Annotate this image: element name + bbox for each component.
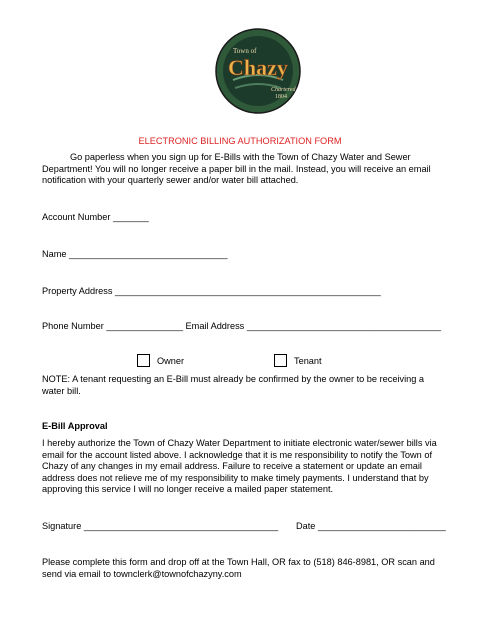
owner-checkbox[interactable] bbox=[137, 354, 150, 367]
phone-email-field[interactable]: Phone Number _______________ Email Address ______________________________________ bbox=[42, 321, 441, 331]
signature-field[interactable]: Signature ______________________________________ bbox=[42, 521, 279, 531]
logo-name: Chazy bbox=[228, 55, 288, 80]
date-field[interactable]: Date _________________________ bbox=[296, 521, 446, 531]
tenant-checkbox[interactable] bbox=[274, 354, 287, 367]
account-number-field[interactable]: Account Number _______ bbox=[42, 212, 149, 222]
footer-instructions: Please complete this form and drop off at the Town Hall, OR fax to (518) 846-8981, OR scan and send via email to townclerk@townofchazyny.com bbox=[42, 557, 435, 579]
approval-paragraph: I hereby authorize the Town of Chazy Water Department to initiate electronic water/sewer bills via email for the account listed above. I acknowledge that it is me responsibility to notify the Town of Chazy of any changes in my email address. Failure to receive a statement or update an email address does not relieve me of my responsibility to make timely payments. I understand that by approving this service I will no longer receive a mailed paper statement. bbox=[42, 438, 437, 495]
logo-year: 1804 bbox=[275, 94, 287, 100]
form-title: ELECTRONIC BILLING AUTHORIZATION FORM bbox=[138, 136, 342, 146]
name-field[interactable]: Name _______________________________ bbox=[42, 249, 228, 259]
approval-heading: E-Bill Approval bbox=[42, 421, 108, 431]
owner-label: Owner bbox=[157, 356, 185, 366]
intro-paragraph: Go paperless when you sign up for E-Bills with the Town of Chazy Water and Sewer Department! You will no longer receive a paper bill in the mail. Instead, you will receive an email notification with your quarterly sewer and/or water bill attached. bbox=[42, 152, 431, 186]
logo-sub-text: Chartered bbox=[271, 87, 296, 93]
property-address-field[interactable]: Property Address ____________________________________________________ bbox=[42, 286, 381, 296]
tenant-note: NOTE: A tenant requesting an E-Bill must already be confirmed by the owner to be receiving a water bill. bbox=[42, 374, 424, 396]
tenant-label: Tenant bbox=[294, 356, 322, 366]
town-seal-icon bbox=[215, 28, 301, 114]
logo-top-text: Town of bbox=[233, 47, 257, 55]
town-logo bbox=[215, 28, 301, 114]
